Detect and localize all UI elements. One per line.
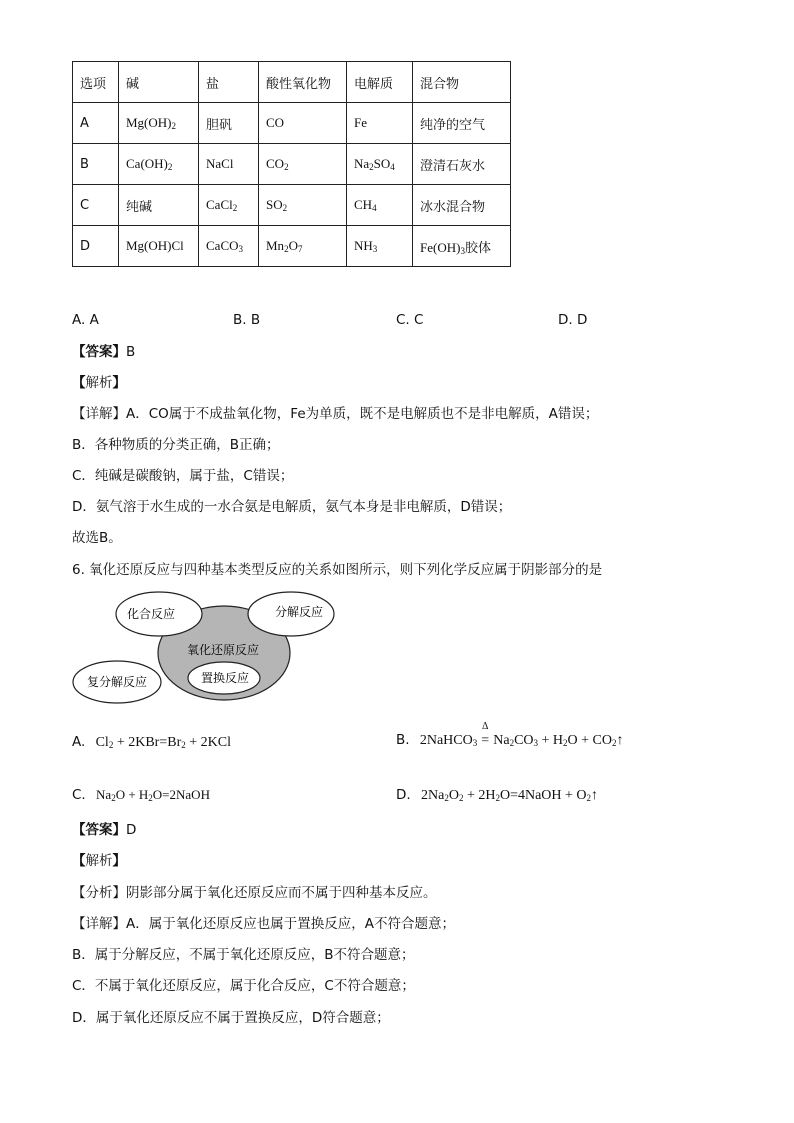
answer-value: D <box>126 822 137 838</box>
q6-explanation-line: 【分析】阴影部分属于氧化还原反应而不属于四种基本反应。 <box>72 885 437 901</box>
classification-table <box>72 61 511 267</box>
q5-explanation-line: D．氨气溶于水生成的一水合氨是电解质，氨气本身是非电解质，D错误； <box>72 499 512 515</box>
base-cell: Mg(OH)Cl <box>119 226 199 267</box>
acidic-oxide-cell: $CO_2$ <box>259 144 347 185</box>
equation: 2NaHCO$_3$ Δ = $Na_2CO_3 + H_2O$ + $CO_2↑$ <box>419 721 624 748</box>
q6-explanation-line: 【详解】A．属于氧化还原反应也属于置换反应，A不符合题意； <box>72 916 455 932</box>
displacement-label: 置换反应 <box>200 671 250 685</box>
table-header-cell: 混合物 <box>413 62 511 103</box>
salt-cell: CaCl$_2$ <box>199 185 259 226</box>
answer-value: B <box>126 344 136 360</box>
q6-explanation-line: D．属于氧化还原反应不属于置换反应，D符合题意； <box>72 1010 390 1026</box>
q6-option-d[interactable] <box>396 786 598 805</box>
salt-cell: NaCl <box>199 144 259 185</box>
q6-option-c[interactable] <box>72 786 210 804</box>
q6-analysis-heading: 【解析】 <box>72 853 126 869</box>
q5-analysis-heading: 【解析】 <box>72 375 126 391</box>
option-label: C. <box>72 787 86 803</box>
q5-option-c[interactable]: C. C <box>396 312 424 328</box>
mixture-cell: 纯净的空气 <box>413 103 511 144</box>
option-cell: A <box>73 103 119 144</box>
salt-cell: CaCO$_3$ <box>199 226 259 267</box>
base-cell: $Ca(OH)_2$ <box>119 144 199 185</box>
combination-label: 化合反应 <box>126 607 176 621</box>
electrolyte-cell: $Na_2SO_4$ <box>347 144 413 185</box>
acidic-oxide-cell: $SO_2$ <box>259 185 347 226</box>
acidic-oxide-cell: $Mn_2O_7$ <box>259 226 347 267</box>
q5-explanation-line: C．纯碱是碳酸钠，属于盐，C错误； <box>72 468 294 484</box>
option-cell: B <box>73 144 119 185</box>
option-label: A. <box>72 734 86 750</box>
base-cell: $Mg(OH)_2$ <box>119 103 199 144</box>
mixture-cell: 澄清石灰水 <box>413 144 511 185</box>
q6-explanation-line: B．属于分解反应，不属于氧化还原反应，B不符合题意； <box>72 947 415 963</box>
answer-label: 【答案】 <box>72 822 126 838</box>
base-cell: 纯碱 <box>119 185 199 226</box>
reaction-venn-diagram <box>70 588 340 708</box>
option-label: B. <box>396 732 410 748</box>
equation: $Cl_2 + 2KBr=Br_2 + 2KCl$ <box>95 735 231 750</box>
electrolyte-cell: $NH_3$ <box>347 226 413 267</box>
q5-option-b[interactable]: B. B <box>233 312 261 328</box>
option-cell: D <box>73 226 119 267</box>
electrolyte-cell: $CH_4$ <box>347 185 413 226</box>
table-header-cell: 电解质 <box>347 62 413 103</box>
q6-stem: 6. 氧化还原反应与四种基本类型反应的关系如图所示，则下列化学反应属于阴影部分的是 <box>72 562 603 578</box>
table-header-cell: 酸性氧化物 <box>259 62 347 103</box>
q5-explanation-line: 【详解】A．CO属于不成盐氧化物，Fe为单质，既不是电解质也不是非电解质，A错误； <box>72 406 599 422</box>
table-row <box>73 144 511 185</box>
answer-label: 【答案】 <box>72 344 126 360</box>
q5-option-a[interactable]: A. A <box>72 312 99 328</box>
table-header-row <box>73 62 511 103</box>
salt-cell: 胆矾 <box>199 103 259 144</box>
table-row <box>73 185 511 226</box>
q5-explanation-line: B．各种物质的分类正确，B正确； <box>72 437 280 453</box>
table-header-cell: 盐 <box>199 62 259 103</box>
q5-option-d[interactable]: D. D <box>558 312 588 328</box>
option-cell: C <box>73 185 119 226</box>
q6-explanation-line: C．不属于氧化还原反应，属于化合反应，C不符合题意； <box>72 978 415 994</box>
table-header-cell: 选项 <box>73 62 119 103</box>
option-label: D. <box>396 787 411 803</box>
double-decomposition-label: 复分解反应 <box>86 675 148 689</box>
electrolyte-cell: Fe <box>347 103 413 144</box>
q5-explanation-line: 故选B。 <box>72 530 122 546</box>
q6-answer <box>72 821 136 839</box>
acidic-oxide-cell: CO <box>259 103 347 144</box>
redox-label: 氧化还原反应 <box>186 643 260 657</box>
q5-answer <box>72 343 135 361</box>
table-row <box>73 103 511 144</box>
table-row <box>73 226 511 267</box>
equation: $Na_2O$ + $H_2O=2NaOH$ <box>96 787 210 803</box>
q6-option-a[interactable] <box>72 733 231 752</box>
q6-option-b[interactable] <box>396 721 624 750</box>
equation: $2Na_2O_2$ + $2H_2O=4NaOH$ + $O_2↑$ <box>420 788 599 803</box>
mixture-cell: 冰水混合物 <box>413 185 511 226</box>
decomposition-label: 分解反应 <box>274 605 324 619</box>
table-header-cell: 碱 <box>119 62 199 103</box>
mixture-cell: $Fe(OH)_3$胶体 <box>413 226 511 267</box>
